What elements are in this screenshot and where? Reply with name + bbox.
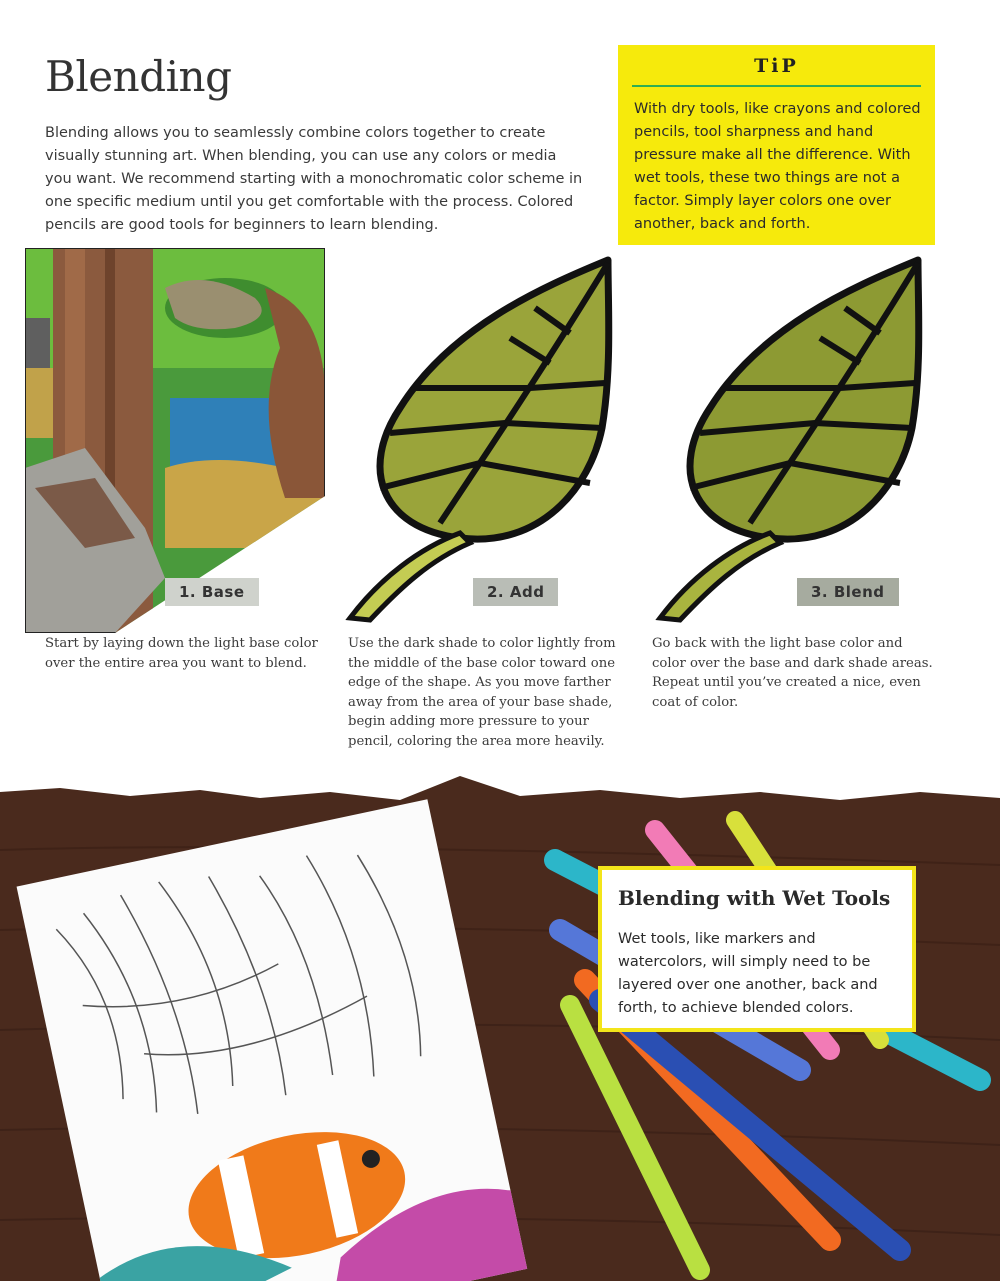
- step-2-label: 2. Add: [473, 578, 558, 606]
- step-2-image: [340, 248, 640, 633]
- step-1-caption: Start by laying down the light base color over the entire area you want to blend.: [45, 636, 318, 671]
- tip-divider: [632, 85, 921, 87]
- wet-tools-title: Blending with Wet Tools: [618, 886, 891, 910]
- intro-paragraph: Blending allows you to seamlessly combine colors together to create visually stunning art. When blending, you can use any colors or media you want. We recommend starting with a monochromatic color scheme in one specific medium until you get comfortable with the process. Colored pencils are good tools for beginners to learn blending.: [45, 125, 583, 233]
- tip-label: TiP: [754, 55, 799, 77]
- forest-drawing-illustration: [25, 248, 325, 633]
- page-title: Blending: [45, 52, 232, 101]
- step-1-label: 1. Base: [165, 578, 259, 606]
- step-3-caption: Go back with the light base color and color over the base and dark shade areas. Repeat until you’ve created a nice, even coat of color.: [652, 636, 933, 710]
- step-1-image: [25, 248, 325, 633]
- step-3-label: 3. Blend: [797, 578, 899, 606]
- step-3-image: [650, 248, 950, 633]
- wet-tools-text: Wet tools, like markers and watercolors, will simply need to be layered over one another, back and forth, to achieve blended colors.: [618, 931, 878, 1016]
- tip-text: With dry tools, like crayons and colored pencils, tool sharpness and hand pressure make all the difference. With wet tools, these two things are not a factor. Simply layer colors one over another, back and forth.: [634, 101, 921, 232]
- tip-box: [618, 45, 935, 245]
- leaf-blend-illustration: [650, 248, 950, 633]
- wet-tools-callout: [598, 866, 916, 1032]
- leaf-add-illustration: [340, 248, 640, 633]
- step-2-caption: Use the dark shade to color lightly from the middle of the base color toward one edge of the shape. As you move farther away from the area of your base shade, begin adding more pressure to your pencil, coloring the area more heavily.: [348, 636, 616, 749]
